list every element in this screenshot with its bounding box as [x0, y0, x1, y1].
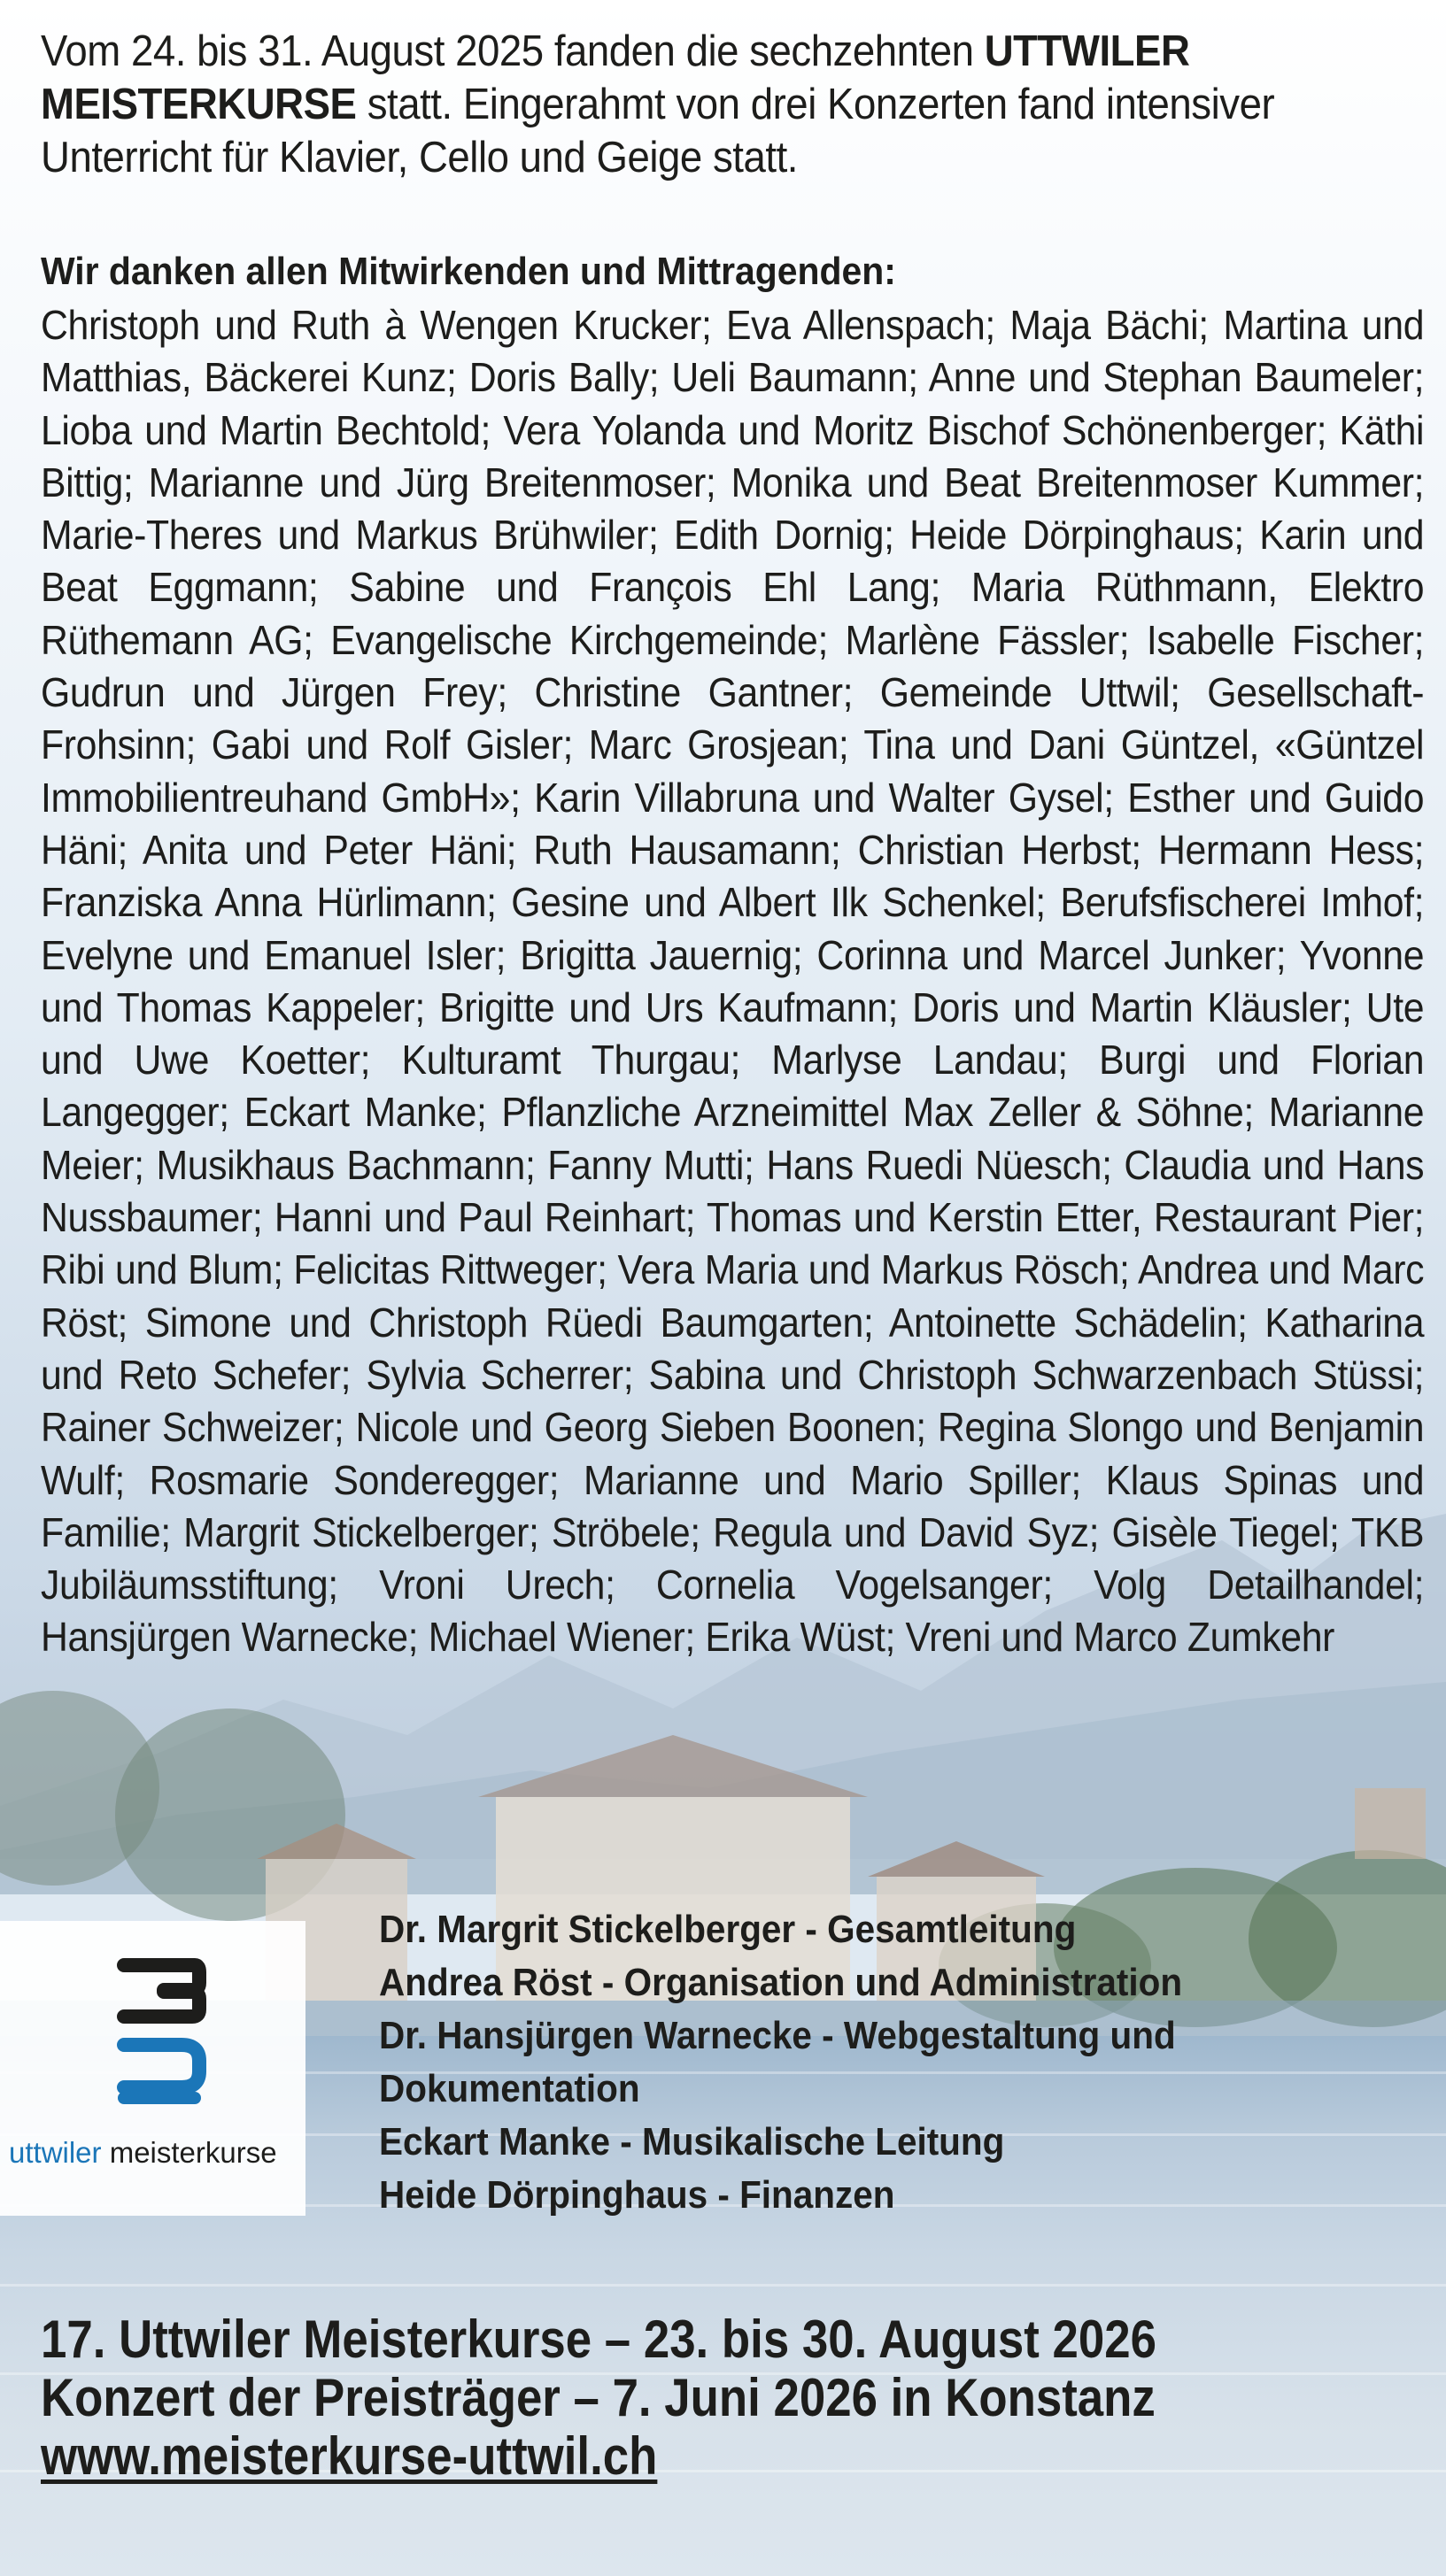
um-logo-icon: [111, 1947, 208, 2125]
team-line: Dr. Margrit Stickelberger - Gesamtleitung: [379, 1908, 1077, 1951]
logo-wordmark: [9, 2135, 301, 2171]
donor-list: Christoph und Ruth à Wengen Krucker; Eva Allenspach; Maja Bächi; Martina und Matthias, Bäckerei Kunz; Doris Bally; Ueli Baumann; Anne und Stephan Baumeler; Lioba und Martin Bechtold; Vera Yolanda und Moritz Bischof Schönenberger; Käthi Bittig; Marianne und Jürg Breitenmoser; Monika und Beat Breitenmoser Kummer; Marie-Theres und Markus Brühwiler; Edith Dornig; Heide Dörpinghaus; Karin und Beat Eggmann; Sabine und François Ehl Lang; Maria Rüthmann, Elektro Rüthemann AG; Evangelische Kirchgemeinde; Marlène Fässler; Isabelle Fischer; Gudrun und Jürgen Frey; Christine Gantner; Gemeinde Uttwil; Gesellschaft-Frohsinn; Gabi und Rolf Gisler; Marc Grosjean; Tina und Dani Güntzel, «Güntzel Immobilientreuhand GmbH»; Karin Villabruna und Walter Gysel; Esther und Guido Häni; Anita und Peter Häni; Ruth Hausamann; Christian Herbst; Hermann Hess; Franziska Anna Hürlimann; Gesine und Albert Ilk Schenkel; Berufsfischerei Imhof; Evelyne und Emanuel Isler; Brigitta Jauernig; Corinna und Marcel Junker; Yvonne und Thomas Kappeler; Brigitte und Urs Kaufmann; Doris und Martin Kläusler; Ute und Uwe Koetter; Kulturamt Thurgau; Marlyse Landau; Burgi und Florian Langegger; Eckart Manke; Pflanzliche Arzneimittel Max Zeller & Söhne; Marianne Meier; Musikhaus Bachmann; Fanny Mutti; Hans Ruedi Nüesch; Claudia und Hans Nussbaumer; Hanni und Paul Reinhart; Thomas und Kerstin Etter, Restaurant Pier; Ribi und Blum; Felicitas Rittweger; Vera Maria und Markus Rösch; Andrea und Marc Röst; Simone und Christoph Rüedi Baumgarten; Antoinette Schädelin; Katharina und Reto Schefer; Sylvia Scherrer; Sabina und Christoph Schwarzenbach Stüssi; Rainer Schweizer; Nicole und Georg Sieben Boonen; Regina Slongo und Benjamin Wulf; Rosmarie Sonderegger; Marianne und Mario Spiller; Klaus Spinas und Familie; Margrit Stickelberger; Ströbele; Regula und David Syz; Gisèle Tiegel; TKB Jubiläumsstiftung; Vroni Urech; Cornelia Vogelsanger; Volg Detailhandel; Hansjürgen Warnecke; Michael Wiener; Erika Wüst; Vreni und Marco Zumkehr: [41, 302, 1425, 1661]
footer-announcement: [41, 2310, 1156, 2486]
team-line: Dr. Hansjürgen Warnecke - Webgestaltung und: [379, 2014, 1176, 2057]
intro-text-2: statt. Eingerahmt von drei Konzerten fand intensiver Unterricht für Klavier, Cello und Geige statt.: [41, 81, 1275, 181]
website-link[interactable]: www.meisterkurse-uttwil.ch: [41, 2426, 658, 2486]
team-list: [379, 1903, 1182, 2222]
team-line: Andrea Röst - Organisation und Administration: [379, 1961, 1183, 2004]
logo-word-meisterkurse: meisterkurse: [101, 2136, 277, 2169]
intro-text-1: Vom 24. bis 31. August 2025 fanden die sechzehnten: [41, 27, 985, 75]
intro-event-name: UTTWILER MEISTERKURSE: [41, 27, 1190, 128]
thanks-heading: Wir danken allen Mitwirkenden und Mittragenden:: [41, 250, 896, 293]
team-line: Eckart Manke - Musikalische Leitung: [379, 2120, 1005, 2163]
intro-paragraph: [41, 25, 1400, 184]
team-line: Heide Dörpinghaus - Finanzen: [379, 2173, 895, 2217]
team-line: Dokumentation: [379, 2067, 640, 2110]
logo-word-uttwiler: uttwiler: [9, 2136, 102, 2169]
concert-line: Konzert der Preisträger – 7. Juni 2026 in Konstanz: [41, 2368, 1156, 2427]
next-course-line: 17. Uttwiler Meisterkurse – 23. bis 30. August 2026: [41, 2310, 1156, 2369]
logo-panel: [0, 1921, 305, 2216]
